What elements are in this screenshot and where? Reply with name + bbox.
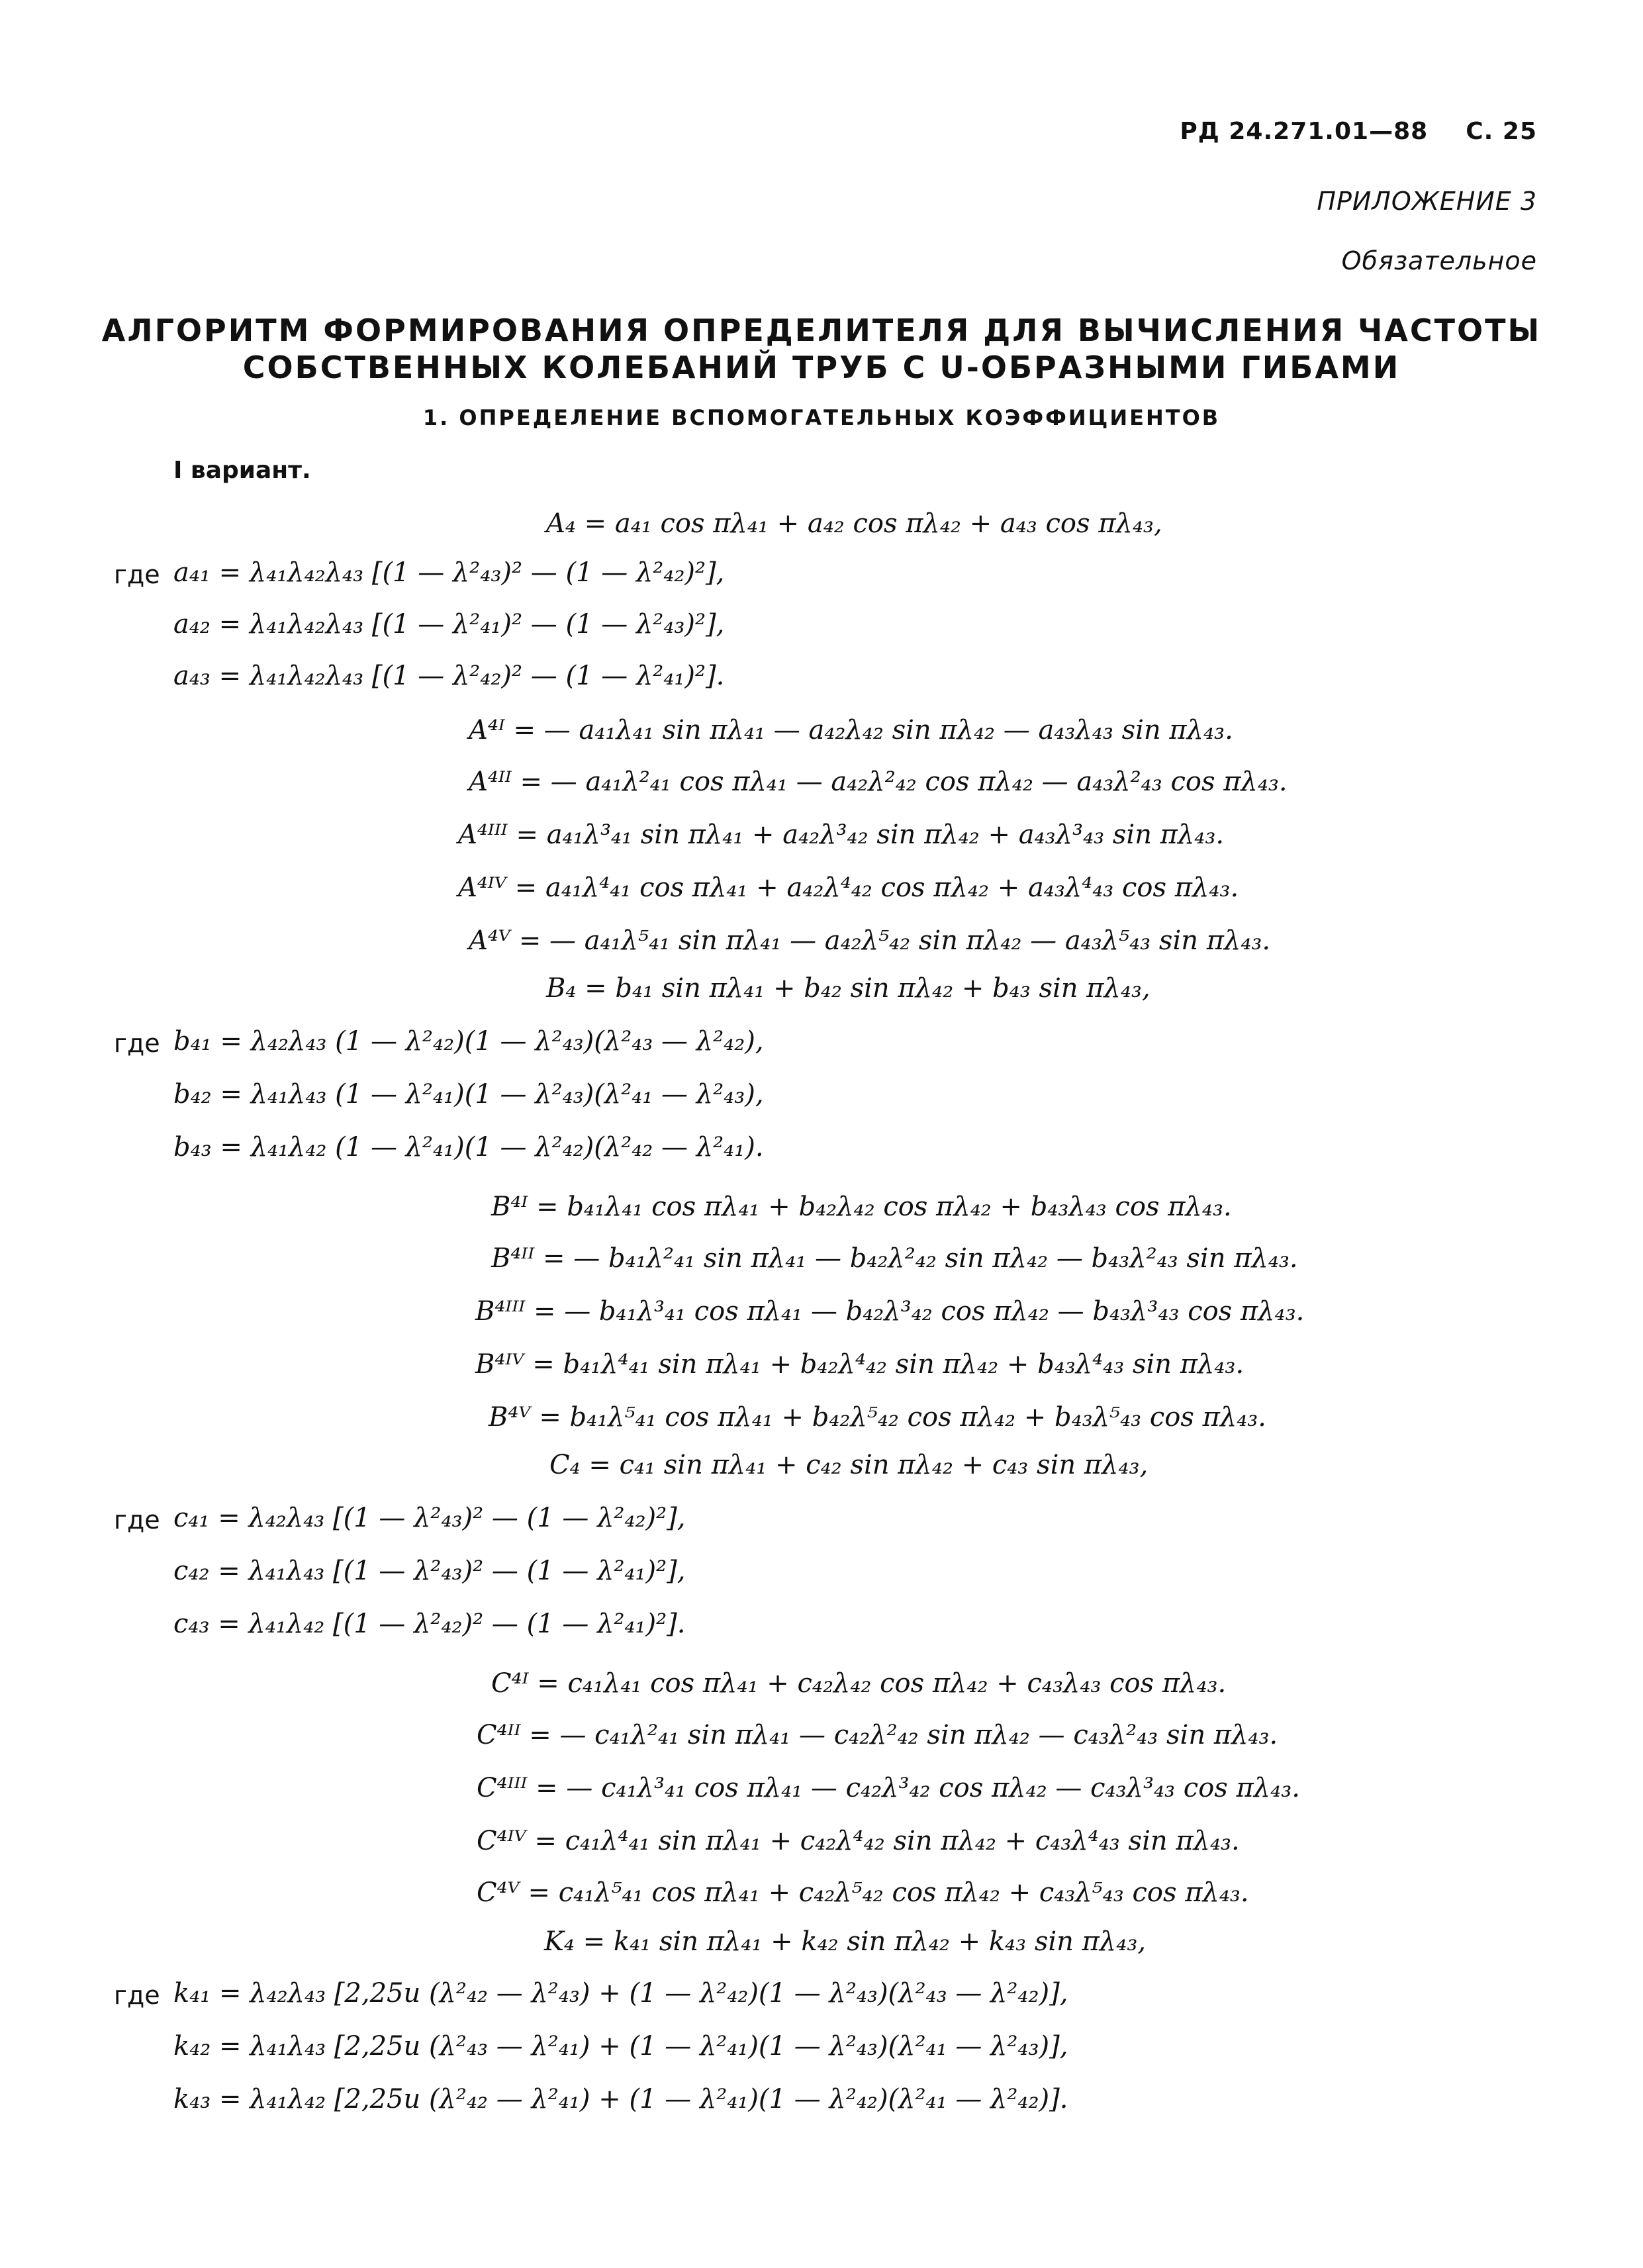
formula-k42: k₄₂ = λ₄₁λ₄₃ [2,25u (λ²₄₃ — λ²₄₁) + (1 — λ²₄₁)(1 — λ²₄₃)(λ²₄₁ — λ²₄₃)], <box>173 2031 1068 2061</box>
formula-b43: b₄₃ = λ₄₁λ₄₂ (1 — λ²₄₁)(1 — λ²₄₂)(λ²₄₂ — λ²₄₁). <box>173 1132 764 1162</box>
formula-C4: C₄ = c₄₁ sin πλ₄₁ + c₄₂ sin πλ₄₂ + c₄₃ sin πλ₄₃, <box>549 1450 1149 1480</box>
where-label: где <box>114 1505 160 1535</box>
formula-A4-II: A⁴ᴵᴵ = — a₄₁λ²₄₁ cos πλ₄₁ — a₄₂λ²₄₂ cos πλ₄₂ — a₄₃λ²₄₃ cos πλ₄₃. <box>469 767 1288 797</box>
where-label: где <box>114 1029 160 1058</box>
formula-c43: c₄₃ = λ₄₁λ₄₂ [(1 — λ²₄₂)² — (1 — λ²₄₁)²]. <box>173 1609 686 1639</box>
formula-C4-V: C⁴ⱽ = c₄₁λ⁵₄₁ cos πλ₄₁ + c₄₂λ⁵₄₂ cos πλ₄₂ + c₄₃λ⁵₄₃ cos πλ₄₃. <box>477 1877 1249 1908</box>
where-label: где <box>114 560 160 589</box>
page-number: С. 25 <box>1466 118 1537 145</box>
formula-A4-IV: A⁴ᴵⱽ = a₄₁λ⁴₄₁ cos πλ₄₁ + a₄₂λ⁴₄₂ cos πλ₄₂ + a₄₃λ⁴₄₃ cos πλ₄₃. <box>458 873 1239 903</box>
formula-A4-I: A⁴ᴵ = — a₄₁λ₄₁ sin πλ₄₁ — a₄₂λ₄₂ sin πλ₄₂ — a₄₃λ₄₃ sin πλ₄₃. <box>469 715 1233 745</box>
page-header <box>1180 118 1537 145</box>
formula-K4: K₄ = k₄₁ sin πλ₄₁ + k₄₂ sin πλ₄₂ + k₄₃ sin πλ₄₃, <box>544 1926 1147 1957</box>
formula-C4-III: C⁴ᴵᴵᴵ = — c₄₁λ³₄₁ cos πλ₄₁ — c₄₂λ³₄₂ cos πλ₄₂ — c₄₃λ³₄₃ cos πλ₄₃. <box>477 1773 1300 1803</box>
formula-k43: k₄₃ = λ₄₁λ₄₂ [2,25u (λ²₄₂ — λ²₄₁) + (1 — λ²₄₁)(1 — λ²₄₂)(λ²₄₁ — λ²₄₂)]. <box>173 2084 1068 2114</box>
formula-a41: a₄₁ = λ₄₁λ₄₂λ₄₃ [(1 — λ²₄₃)² — (1 — λ²₄₂)²], <box>173 557 725 588</box>
formula-C4-II: C⁴ᴵᴵ = — c₄₁λ²₄₁ sin πλ₄₁ — c₄₂λ²₄₂ sin πλ₄₂ — c₄₃λ²₄₃ sin πλ₄₃. <box>477 1720 1278 1750</box>
formula-B4-I: B⁴ᴵ = b₄₁λ₄₁ cos πλ₄₁ + b₄₂λ₄₂ cos πλ₄₂ + b₄₃λ₄₃ cos πλ₄₃. <box>491 1192 1232 1222</box>
where-label: где <box>114 1981 160 2010</box>
formula-C4-I: C⁴ᴵ = c₄₁λ₄₁ cos πλ₄₁ + c₄₂λ₄₂ cos πλ₄₂ + c₄₃λ₄₃ cos πλ₄₃. <box>491 1668 1227 1699</box>
title-line-1: АЛГОРИТМ ФОРМИРОВАНИЯ ОПРЕДЕЛИТЕЛЯ ДЛЯ ВЫЧИСЛЕНИЯ ЧАСТОТЫ <box>101 312 1542 348</box>
formula-B4-IV: B⁴ᴵⱽ = b₄₁λ⁴₄₁ sin πλ₄₁ + b₄₂λ⁴₄₂ sin πλ₄₂ + b₄₃λ⁴₄₃ sin πλ₄₃. <box>475 1349 1244 1380</box>
formula-a43: a₄₃ = λ₄₁λ₄₂λ₄₃ [(1 — λ²₄₂)² — (1 — λ²₄₁)²]. <box>173 661 725 691</box>
formula-b42: b₄₂ = λ₄₁λ₄₃ (1 — λ²₄₁)(1 — λ²₄₃)(λ²₄₁ — λ²₄₃), <box>173 1079 764 1110</box>
appendix-label: ПРИЛОЖЕНИЕ 3 <box>1317 187 1537 216</box>
formula-B4-III: B⁴ᴵᴵᴵ = — b₄₁λ³₄₁ cos πλ₄₁ — b₄₂λ³₄₂ cos πλ₄₂ — b₄₃λ³₄₃ cos πλ₄₃. <box>475 1296 1305 1327</box>
doc-reference: РД 24.271.01—88 <box>1180 118 1429 145</box>
formula-B4-V: B⁴ⱽ = b₄₁λ⁵₄₁ cos πλ₄₁ + b₄₂λ⁵₄₂ cos πλ₄₂ + b₄₃λ⁵₄₃ cos πλ₄₃. <box>489 1402 1267 1433</box>
title-line-2: СОБСТВЕННЫХ КОЛЕБАНИЙ ТРУБ С U-ОБРАЗНЫМИ ГИБАМИ <box>242 350 1401 385</box>
formula-b41: b₄₁ = λ₄₂λ₄₃ (1 — λ²₄₂)(1 — λ²₄₃)(λ²₄₃ — λ²₄₂), <box>173 1026 764 1057</box>
formula-c42: c₄₂ = λ₄₁λ₄₃ [(1 — λ²₄₃)² — (1 — λ²₄₁)²], <box>173 1556 686 1586</box>
formula-B4-II: B⁴ᴵᴵ = — b₄₁λ²₄₁ sin πλ₄₁ — b₄₂λ²₄₂ sin πλ₄₂ — b₄₃λ²₄₃ sin πλ₄₃. <box>491 1243 1298 1274</box>
formula-A4-III: A⁴ᴵᴵᴵ = a₄₁λ³₄₁ sin πλ₄₁ + a₄₂λ³₄₂ sin πλ₄₂ + a₄₃λ³₄₃ sin πλ₄₃. <box>458 820 1225 850</box>
status-label: Обязательное <box>1341 246 1537 275</box>
formula-B4: B₄ = b₄₁ sin πλ₄₁ + b₄₂ sin πλ₄₂ + b₄₃ sin πλ₄₃, <box>546 973 1150 1004</box>
formula-A4-V: A⁴ⱽ = — a₄₁λ⁵₄₁ sin πλ₄₁ — a₄₂λ⁵₄₂ sin πλ₄₂ — a₄₃λ⁵₄₃ sin πλ₄₃. <box>469 925 1271 956</box>
formula-c41: c₄₁ = λ₄₂λ₄₃ [(1 — λ²₄₃)² — (1 — λ²₄₂)²], <box>173 1503 686 1533</box>
formula-A4: A₄ = a₄₁ cos πλ₄₁ + a₄₂ cos πλ₄₂ + a₄₃ cos πλ₄₃, <box>546 508 1162 539</box>
formula-C4-IV: C⁴ᴵⱽ = c₄₁λ⁴₄₁ sin πλ₄₁ + c₄₂λ⁴₄₂ sin πλ₄₂ + c₄₃λ⁴₄₃ sin πλ₄₃. <box>477 1826 1240 1856</box>
formula-k41: k₄₁ = λ₄₂λ₄₃ [2,25u (λ²₄₂ — λ²₄₃) + (1 — λ²₄₂)(1 — λ²₄₃)(λ²₄₃ — λ²₄₂)], <box>173 1978 1068 2008</box>
formula-a42: a₄₂ = λ₄₁λ₄₂λ₄₃ [(1 — λ²₄₁)² — (1 — λ²₄₃)²], <box>173 609 725 639</box>
variant-label: I вариант. <box>173 457 311 484</box>
section-heading: 1. ОПРЕДЕЛЕНИЕ ВСПОМОГАТЕЛЬНЫХ КОЭФФИЦИЕНТОВ <box>422 405 1221 430</box>
